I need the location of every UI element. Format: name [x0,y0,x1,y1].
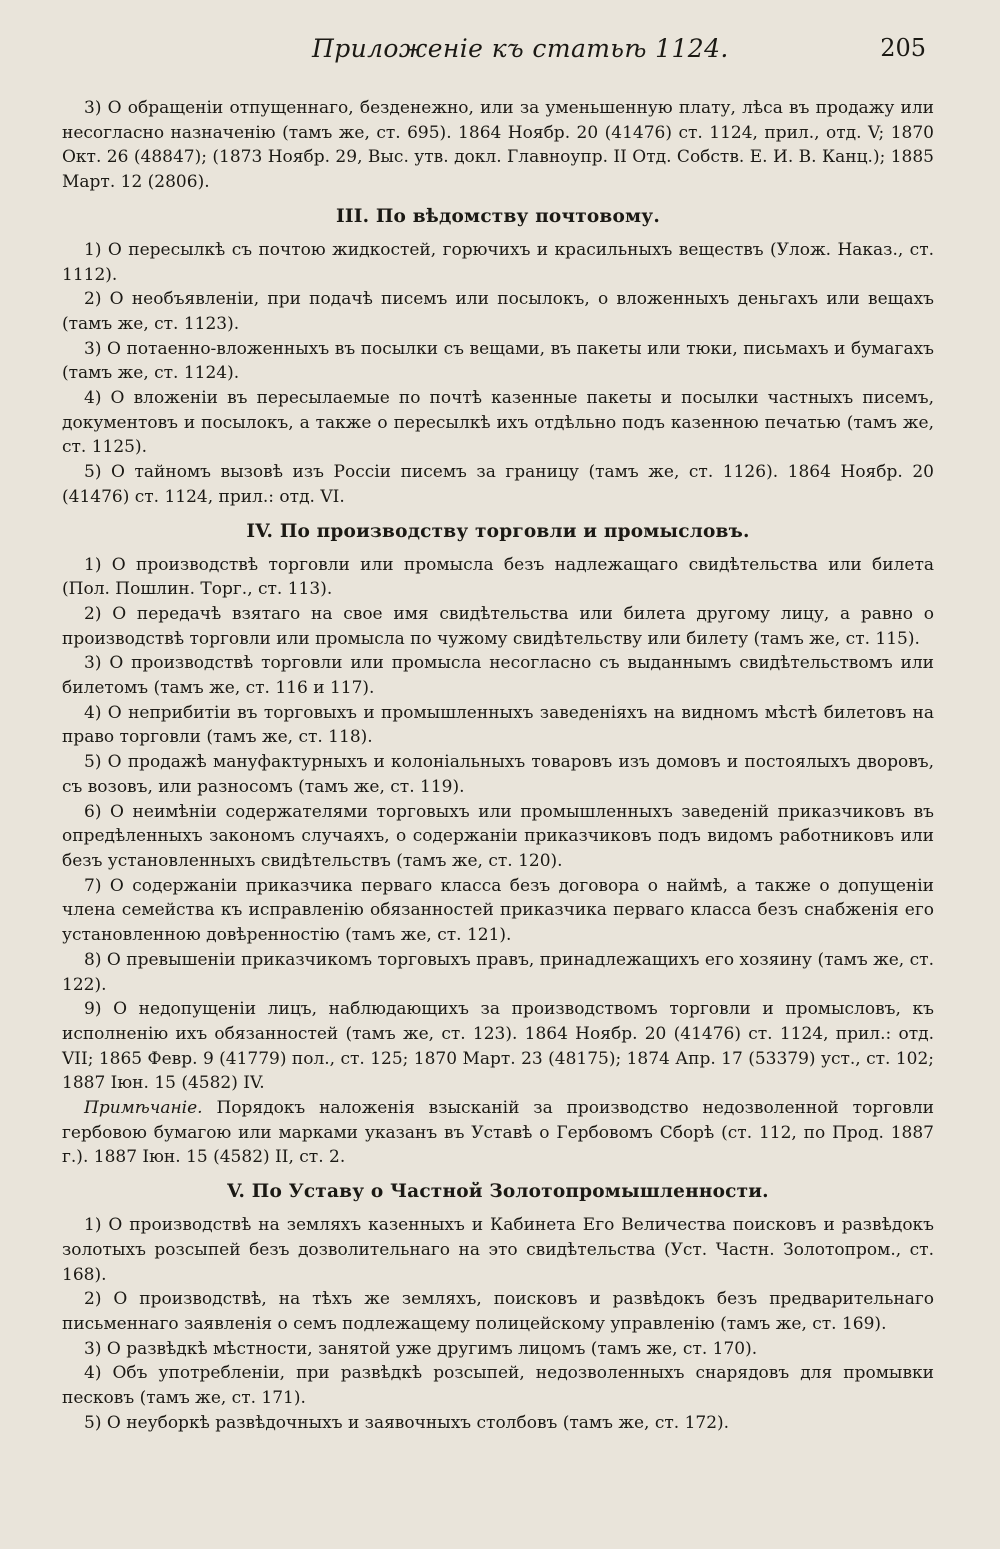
paragraph: 1) О производствѣ на земляхъ казенныхъ и Кабинета Его Величества поисковъ и развѣдокъ золотыхъ розсыпей безъ дозволительнаго на это свидѣтельства (Уст. Частн. Золотопром., ст. 168). [62,1215,934,1285]
paragraph: 2) О производствѣ, на тѣхъ же земляхъ, поисковъ и развѣдокъ безъ предварительнаго письменнаго заявленiя о семъ подлежащему полицейскому управленiю (тамъ же, ст. 169). [62,1289,934,1334]
paragraph: 5) О продажѣ мануфактурныхъ и колонiальныхъ товаровъ изъ домовъ и постоялыхъ дворовъ, съ возовъ, или разносомъ (тамъ же, ст. 119). [62,752,934,797]
section-heading-post: III. По вѣдомству почтовому. [336,205,660,227]
page-number: 205 [880,34,926,62]
paragraph: 4) Объ употребленiи, при развѣдкѣ розсыпей, недозволенныхъ снарядовъ для промывки песковъ (тамъ же, ст. 171). [62,1363,934,1409]
paragraph: 4) О вложенiи въ пересылаемые по почтѣ казенные пакеты и посылки частныхъ писемъ, документовъ и посылокъ, а также о пересылкѣ ихъ отдѣльно подъ казенною печатью (тамъ же, ст. 1125). [62,388,934,458]
paragraph: 6) О неимѣнiи содержателями торговыхъ или промышленныхъ заведенiй приказчиковъ въ опредѣленныхъ закономъ случаяхъ, о содержанiи приказчиковъ подъ видомъ работниковъ или безъ установленныхъ свидѣтельствъ (тамъ же, ст. 120). [62,801,934,871]
paragraph: 1) О производствѣ торговли или промысла безъ надлежащаго свидѣтельства или билета (Пол. Пошлин. Торг., ст. 113). [62,554,934,600]
paragraph: 5) О неуборкѣ развѣдочныхъ и заявочныхъ столбовъ (тамъ же, ст. 172). [84,1412,730,1433]
running-title: Приложенiе къ статьѣ 1124. [312,34,729,63]
paragraph: 4) О неприбитiи въ торговыхъ и промышленныхъ заведенiяхъ на видномъ мѣстѣ билетовъ на право торговли (тамъ же, ст. 118). [62,702,934,748]
paragraph: 3) О обращенiи отпущеннаго, безденежно, или за уменьшенную плату, лѣса въ продажу или несогласно назначенiю (тамъ же, ст. 695). 1864 Ноябр. 20 (41476) ст. 1124, прил., отд. V; 1870 Окт. 26 (48847); (1873 Ноябр. 29, Выс. утв. докл. Главноупр. II Отд. Собств. Е. И. В. Канц.); 1885 Март. 12 (2806). [62,98,934,193]
paragraph: 2) О необъявленiи, при подачѣ писемъ или посылокъ, о вложенныхъ деньгахъ или вещахъ (тамъ же, ст. 1123). [62,289,934,334]
paragraph: 2) О передачѣ взятаго на свое имя свидѣтельства или билета другому лицу, а равно о производствѣ торговли или промысла по чужому свидѣтельству или билету (тамъ же, ст. 115). [62,603,934,649]
section-heading-trade: IV. По производству торговли и промысловъ. [246,520,750,542]
section-heading-gold: V. По Уставу о Частной Золотопромышленности. [227,1181,769,1203]
paragraph: 8) О превышенiи приказчикомъ торговыхъ правъ, принадлежащихъ его хозяину (тамъ же, ст. 122). [62,949,934,995]
note-label: Примѣчанiе. [84,1098,203,1119]
page-header [0,30,1000,70]
page-body [62,96,934,1435]
paragraph: 7) О содержанiи приказчика перваго класса безъ договора о наймѣ, а также о допущенiи члена семейства къ исправленiю обязанностей приказчика перваго класса безъ снабженiя его установленною довѣренностiю (тамъ же, ст. 121). [62,875,934,946]
note [62,1096,934,1170]
paragraph: 3) О производствѣ торговли или промысла несогласно съ выданнымъ свидѣтельствомъ или билетомъ (тамъ же, ст. 116 и 117). [62,653,934,699]
paragraph: 3) О потаенно-вложенныхъ въ посылки съ вещами, въ пакеты или тюки, письмахъ и бумагахъ (тамъ же, ст. 1124). [62,338,934,384]
paragraph: 9) О недопущенiи лицъ, наблюдающихъ за производствомъ торговли и промысловъ, къ исполненiю ихъ обязанностей (тамъ же, ст. 123). 1864 Ноябр. 20 (41476) ст. 1124, прил.: отд. VII; 1865 Февр. 9 (41779) пол., ст. 125; 1870 Март. 23 (48175); 1874 Апр. 17 (53379) уст., ст. 102; 1887 Iюн. 15 (4582) IV. [62,999,935,1094]
paragraph: 1) О пересылкѣ съ почтою жидкостей, горючихъ и красильныхъ веществъ (Улож. Наказ., ст. 1112). [62,239,934,285]
paragraph: 5) О тайномъ вызовѣ изъ Россiи писемъ за границу (тамъ же, ст. 1126). 1864 Ноябр. 20 (41476) ст. 1124, прил.: отд. VI. [62,462,934,507]
paragraph: 3) О развѣдкѣ мѣстности, занятой уже другимъ лицомъ (тамъ же, ст. 170). [84,1338,758,1359]
note-text: Порядокъ наложенiя взысканiй за производство недозволенной торговли гербовою бумагою или марками указанъ въ Уставѣ о Гербовомъ Сборѣ (ст. 112, по Прод. 1887 г.). 1887 Iюн. 15 (4582) II, ст. 2. [62,1098,934,1168]
